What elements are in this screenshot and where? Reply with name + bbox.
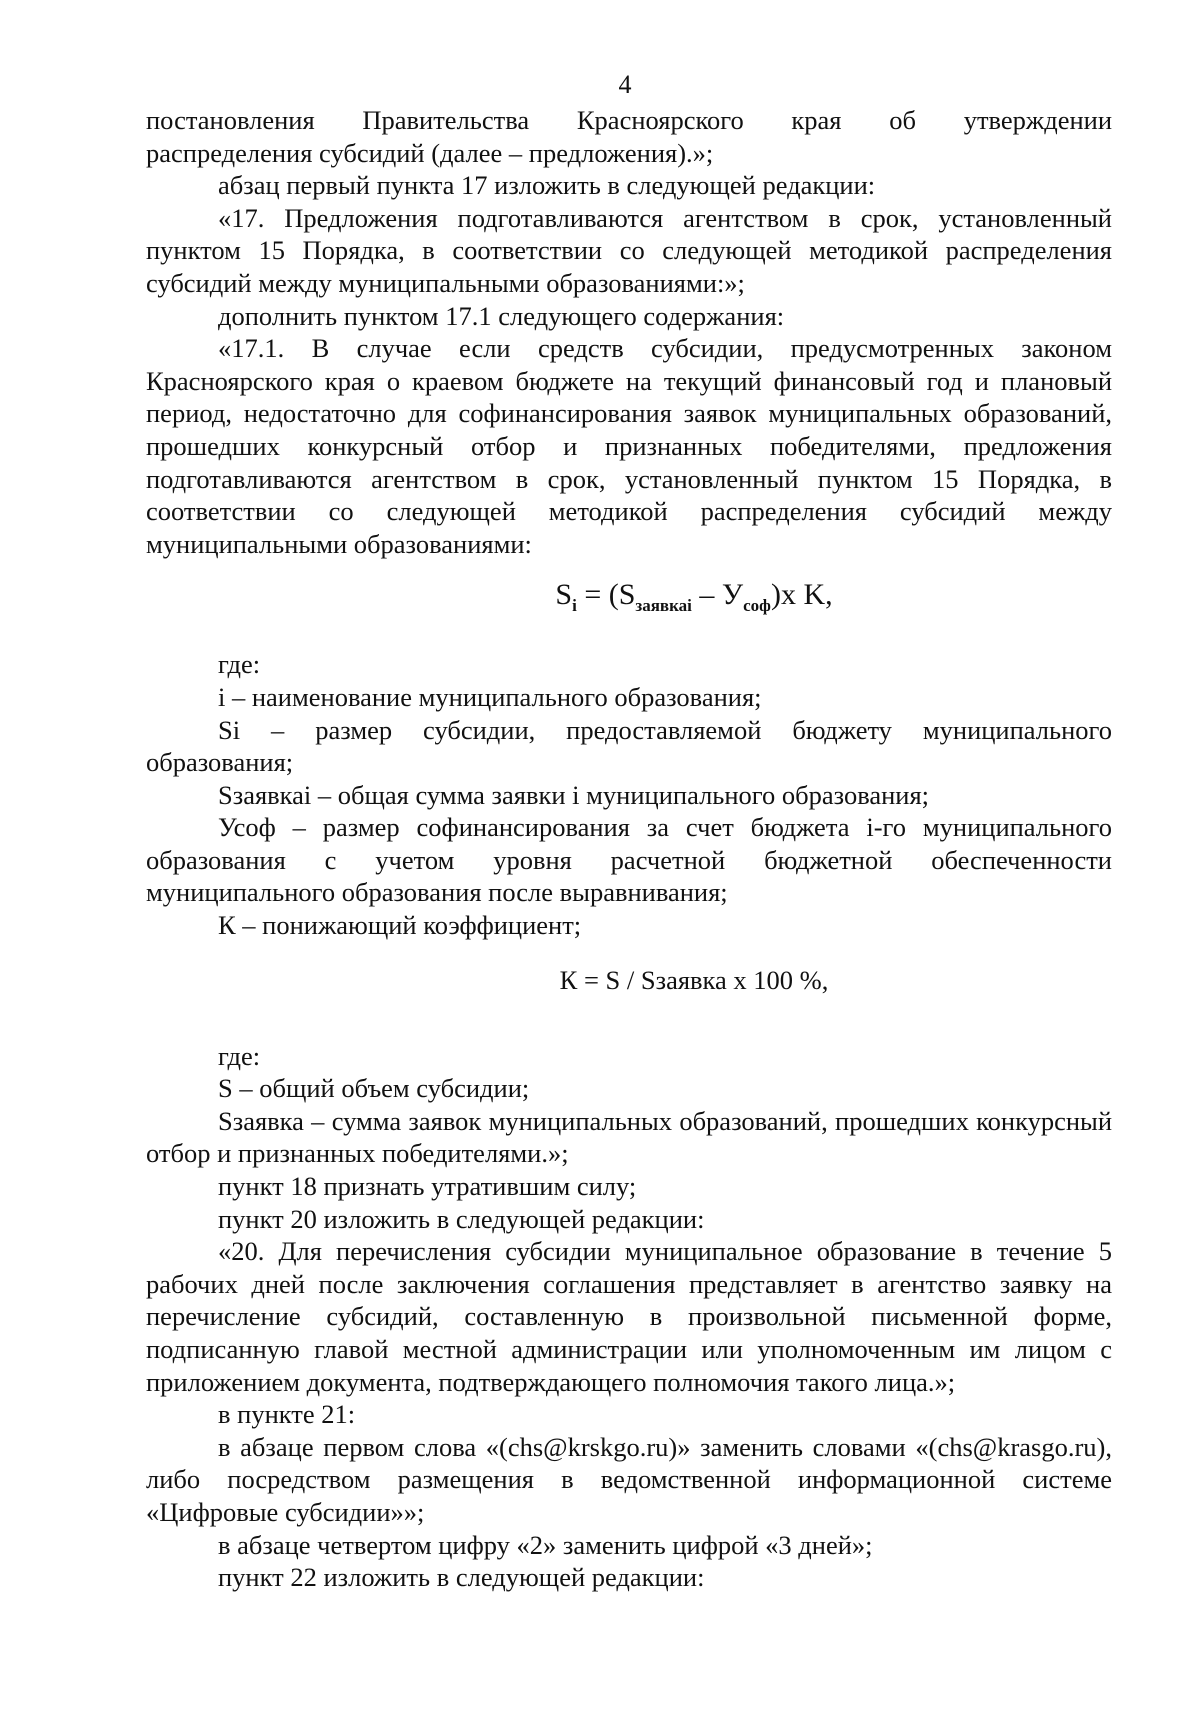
formula-s-subscript: заявкаi — [635, 596, 692, 616]
paragraph: пункт 18 признать утратившим силу; — [218, 1171, 637, 1202]
paragraph: пункт 22 изложить в следующей редакции: — [218, 1562, 705, 1593]
formula-lhs-subscript: i — [572, 596, 577, 616]
paragraph: Sзаявка – сумма заявок муниципальных образований, прошедших конкурсный отбор и признанных победителями.»; — [146, 1105, 1112, 1169]
formula-u-subscript: соф — [743, 596, 771, 616]
document-body — [146, 104, 1112, 1594]
formula-minus: – У — [691, 578, 744, 612]
paragraph: в абзаце четвертом цифру «2» заменить цифрой «3 дней»; — [218, 1529, 873, 1560]
formula-rest: )х K, — [770, 578, 833, 612]
paragraph: «17.1. В случае если средств субсидии, предусмотренных законом Красноярского края о краевом бюджете на текущий финансовый год и плановый период, недостаточно для софинансирования заявок муниципальных образований, прошедших конкурсный отбор и признанных победителями, предложения подготавливаются агентством в срок, установленный пунктом 15 Порядка, в соответствии со следующей методикой распределения субсидий между муниципальными образованиями: — [146, 333, 1112, 559]
paragraph: распределения субсидий (далее – предложения).»; — [146, 137, 714, 168]
paragraph: «17. Предложения подготавливаются агентством в срок, установленный пунктом 15 Порядка, в соответствии со следующей методикой распределения субсидий между муниципальными образованиями:»; — [146, 202, 1112, 298]
subsidy-formula — [146, 560, 1112, 648]
paragraph: абзац первый пункта 17 изложить в следующей редакции: — [218, 170, 876, 201]
paragraph: в абзаце первом слова «(chs@krskgo.ru)» заменить словами «(chs@krasgo.ru), либо посредством размещения в ведомственной информационной системе «Цифровые субсидии»»; — [146, 1431, 1112, 1527]
paragraph: где: — [218, 1040, 261, 1071]
formula-equals: = (S — [576, 578, 636, 612]
paragraph: К – понижающий коэффициент; — [218, 910, 582, 941]
paragraph: Усоф – размер софинансирования за счет бюджета i-го муниципального образования с учетом уровня расчетной бюджетной обеспеченности муниципального образования после выравнивания; — [146, 812, 1112, 908]
formula-lhs: S — [555, 578, 573, 612]
paragraph: где: — [218, 649, 261, 680]
paragraph: дополнить пунктом 17.1 следующего содержания: — [218, 300, 785, 331]
paragraph: Si – размер субсидии, предоставляемой бюджету муниципального образования; — [146, 714, 1112, 778]
paragraph: пункт 20 изложить в следующей редакции: — [218, 1203, 705, 1234]
paragraph: постановления Правительства Красноярского края об утверждении — [146, 105, 1112, 135]
page-number: 4 — [618, 70, 632, 99]
paragraph: «20. Для перечисления субсидии муниципальное образование в течение 5 рабочих дней после заключения соглашения представляет в агентство заявку на перечисление субсидий, составленную в произвольной письменной форме, подписанную главой местной администрации или уполномоченным им лицом с приложением документа, подтверждающего полномочия такого лица.»; — [146, 1236, 1112, 1397]
paragraph: i – наименование муниципального образования; — [218, 681, 762, 712]
paragraph: Sзаявкаi – общая сумма заявки i муниципального образования; — [218, 779, 930, 810]
paragraph: S – общий объем субсидии; — [218, 1073, 530, 1104]
coefficient-formula: К = S / Sзаявка х 100 %, — [559, 964, 829, 995]
paragraph: в пункте 21: — [218, 1399, 356, 1430]
